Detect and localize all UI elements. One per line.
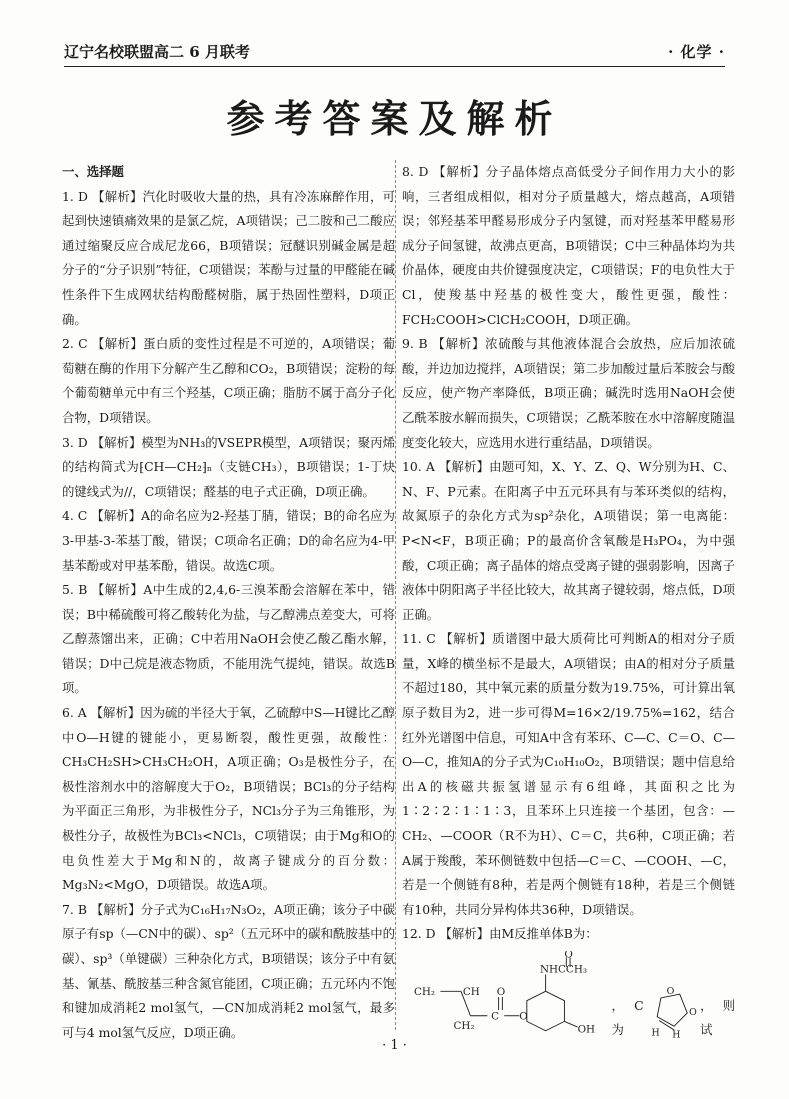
question-5: 5. B 【解析】A中生成的2,4,6-三溴苯酚会溶解在苯中，错误；B中稀硫酸可将乙酸转化为盐，与乙醇沸点差变大，可将乙醇蒸馏出来，正确；C中若用NaOH会使乙酸乙酯水解，错误；D中己烷是液态物质，不能用洗气提纯，错误。故选B项。 [62, 582, 395, 696]
question-10: 10. A 【解析】由题可知，X、Y、Z、Q、W分别为H、C、N、F、P元素。在阳离子中五元环具有与苯环类似的结构，故氮原子的杂化方式为sp²杂化，A项错误；第一电离能：P<N<F，B项正确；P的最高价含氧酸是H₃PO₄，为中强酸，C项正确；离子晶体的熔点受离子键的强弱影响，因离子液体中阴阳离子半径比较大，故其离子键较弱，熔点低，D项正确。 [402, 459, 735, 622]
header-exam-name: 辽宁名校联盟高二 6 月联考 [64, 42, 250, 61]
svg-text:CH₂: CH₂ [414, 986, 436, 999]
svg-text:H: H [671, 1029, 681, 1041]
svg-text:H: H [651, 1027, 660, 1039]
svg-text:C: C [491, 1010, 500, 1023]
question-8: 8. D 【解析】分子晶体熔点高低受分子间作用力大小的影响，三者组成相似，相对分子质量越大，熔点越高，A项错误；邻羟基苯甲醛易形成分子内氢键，而对羟基苯甲醛易形成分子间氢键，故沸点更高，B项错误；C中三种晶体均为共价晶体，硬度由共价键强度决定，C项错误；F的电负性大于Cl，使羧基中羟基的极性变大，酸性更强，酸性：FCH₂COOH>ClCH₂COOH，D项正确。 [402, 164, 735, 327]
svg-text:NHCCH₃: NHCCH₃ [539, 963, 587, 976]
svg-text:O: O [666, 986, 674, 998]
question-1: 1. D 【解析】汽化时吸收大量的热，具有冷冻麻醉作用，可起到快速镇痛效果的是氯乙烷，A项错误；己二胺和己二酸应通过缩聚反应合成尼龙66，B项错误；冠醚识别碱金属是超分子的“分子识别”特征，C项错误；苯酚与过量的甲醛能在碱性条件下生成网状结构酚醛树脂，属于热固性塑料，D项正确。 [62, 188, 395, 327]
page-header [64, 36, 725, 67]
page-number: · 1 · [382, 1038, 407, 1053]
question-11: 11. C 【解析】质谱图中最大质荷比可判断A的相对分子质量，X峰的横坐标不是最大，A项错误；由A的相对分子质量不超过180，其中氧元素的质量分数为19.75%，可计算出氧原子数目为2，进一步可得M=16×2/19.75%=162，结合红外光谱图中信息，可知A中含有苯环、C—C、C＝O、C—O—C，推知A的分子式为C₁₀H₁₀O₂，B项错误；题中信息给出A的核磁共振氢谱显示有6组峰，其面积之比为1∶2∶2∶1∶1∶3，且苯环上只连接一个基团，包含：—CH₂、—COOR（R不为H）、C＝C，共6种，C项正确；若A属于羧酸，苯环侧链数中包括—C＝C、—COOH、—C，若是一个侧链有8种，若是两个侧链有18种，若是三个侧链有10种，共同分异构体共36种，D项错误。 [402, 631, 735, 917]
monomer-b-structure [414, 951, 611, 1041]
question-12: 12. D 【解析】由M反推单体B为： [402, 926, 598, 942]
page-title: 参考答案及解析 [226, 97, 563, 141]
svg-text:O: O [496, 986, 506, 999]
svg-text:O: O [564, 951, 573, 961]
question-7: 7. B 【解析】分子式为C₁₆H₁₇N₃O₂，A项正确；该分子中碳原子有sp（—CN中的碳）、sp²（五元环中的碳和酰胺基中的碳）、sp³（单键碳）三种杂化方式，B项错误；该分子中有氨基、氰基、酰胺基三种含氮官能团，C项正确；五元环内不饱和键加成消耗2 mol氢气，—CN加成消耗2 mol氢气，最多可与4 mol氢气反应，D项正确。 [62, 901, 395, 1040]
question-4: 4. C 【解析】A的命名应为2-羟基丁腈，错误；B的命名应为3-甲基-3-苯基丁酸，错误；C项命名正确；D的命名应为4-甲基苯酚或对甲基苯酚，错误。故选C项。 [62, 508, 395, 573]
question-9: 9. B 【解析】浓硫酸与其他液体混合会放热，应后加浓硫酸，并边加边搅拌，A项错误；第二步加酸过量后苯胺会与酸反应，使产物产率降低，B项正确；碱洗时选用NaOH会使乙酰苯胺水解而损失，C项错误；乙酰苯胺在水中溶解度随温度变化较大，应选用水进行重结晶，D项错误。 [402, 336, 735, 450]
section-heading: 一、选择题 [62, 164, 124, 179]
q12-end-text: ，则试 [700, 997, 736, 1038]
compound-c-structure [644, 983, 700, 1043]
right-column [402, 160, 735, 1043]
question-3: 3. D 【解析】模型为NH₃的VSEPR模型，A项错误；聚丙烯的结构简式为⁅CH—CH₂⁆ₙ（支链CH₃），B项错误；1-丁炔的键线式为∕∕，C项错误；醛基的电子式正确，D项正确。 [62, 434, 395, 499]
question-2: 2. C 【解析】蛋白质的变性过程是不可逆的，A项错误；葡萄糖在酶的作用下分解产生乙醇和CO₂，B项错误；淀粉的每个葡萄糖单元中有三个羟基，C项正确；脂肪不属于高分子化合物，D项错误。 [62, 336, 395, 425]
svg-text:O: O [688, 1006, 697, 1018]
column-divider [395, 160, 396, 1030]
svg-text:O: O [519, 1010, 528, 1023]
header-subject: · 化学 · [668, 42, 725, 61]
svg-text:CH: CH [462, 986, 480, 999]
question-6: 6. A 【解析】因为硫的半径大于氧，乙硫醇中S—H键比乙醇中O—H键的键能小，更易断裂，酸性更强，故酸性：CH₃CH₂SH>CH₃CH₂OH，A项正确；O₃是极性分子，在极性溶剂水中的溶解度大于O₂，B项错误；BCl₃的分子结构为平面正三角形，为非极性分子，NCl₃分子为三角锥形，为极性分子，故极性为BCl₃<NCl₃，C项错误；由于Mg和O的电负性差大于Mg和N的，故离子键成分的百分数：Mg₃N₂<MgO，D项错误。故选A项。 [62, 705, 395, 893]
svg-text:OH: OH [577, 1023, 596, 1036]
left-column [62, 160, 395, 1045]
q12-tail-text: ，C为 [611, 997, 644, 1038]
svg-text:CH₂: CH₂ [453, 1019, 475, 1032]
